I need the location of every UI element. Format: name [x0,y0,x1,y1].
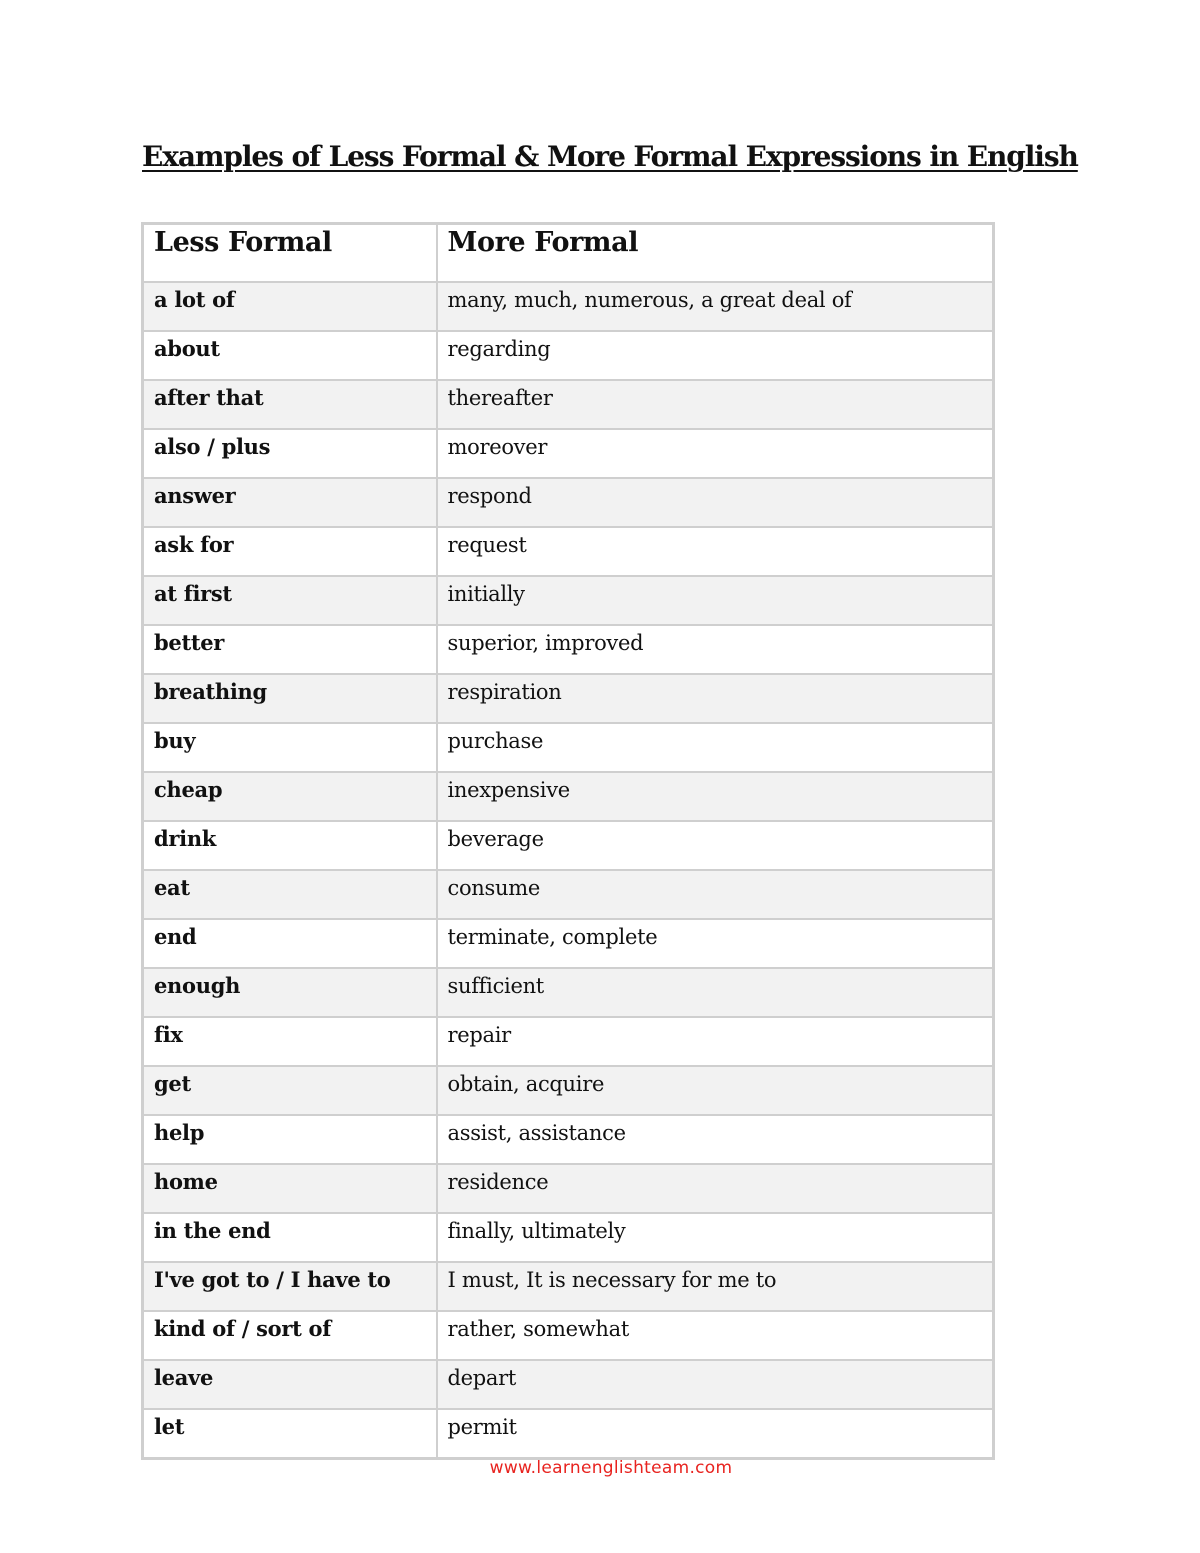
more-formal-cell: I must, It is necessary for me to [437,1262,994,1311]
less-formal-cell: at first [143,576,437,625]
less-formal-cell: answer [143,478,437,527]
table-row [143,1066,994,1115]
more-formal-cell: respiration [437,674,994,723]
header-less-formal: Less Formal [143,224,437,283]
more-formal-cell: rather, somewhat [437,1311,994,1360]
less-formal-cell: I've got to / I have to [143,1262,437,1311]
less-formal-cell: get [143,1066,437,1115]
more-formal-cell: consume [437,870,994,919]
more-formal-cell: request [437,527,994,576]
table-row [143,1164,994,1213]
table-row [143,1213,994,1262]
less-formal-cell: end [143,919,437,968]
less-formal-cell: better [143,625,437,674]
table-row [143,919,994,968]
table-row [143,968,994,1017]
table-row [143,1115,994,1164]
more-formal-cell: assist, assistance [437,1115,994,1164]
less-formal-cell: a lot of [143,282,437,331]
table-row [143,625,994,674]
page-title: Examples of Less Formal & More Formal Expressions in English [142,140,1078,173]
less-formal-cell: help [143,1115,437,1164]
expressions-table-container [141,222,992,1460]
table-row [143,1311,994,1360]
less-formal-cell: kind of / sort of [143,1311,437,1360]
table-row [143,821,994,870]
table-row [143,674,994,723]
less-formal-cell: home [143,1164,437,1213]
less-formal-cell: ask for [143,527,437,576]
footer-website-link[interactable]: www.learnenglishteam.com [489,1458,733,1478]
table-row [143,429,994,478]
more-formal-cell: residence [437,1164,994,1213]
more-formal-cell: sufficient [437,968,994,1017]
more-formal-cell: superior, improved [437,625,994,674]
table-row [143,527,994,576]
less-formal-cell: fix [143,1017,437,1066]
less-formal-cell: eat [143,870,437,919]
more-formal-cell: thereafter [437,380,994,429]
more-formal-cell: repair [437,1017,994,1066]
table-body [143,282,994,1459]
more-formal-cell: finally, ultimately [437,1213,994,1262]
more-formal-cell: regarding [437,331,994,380]
more-formal-cell: inexpensive [437,772,994,821]
less-formal-cell: breathing [143,674,437,723]
more-formal-cell: obtain, acquire [437,1066,994,1115]
table-row [143,380,994,429]
table-row [143,870,994,919]
less-formal-cell: enough [143,968,437,1017]
table-header-row [143,224,994,283]
header-more-formal: More Formal [437,224,994,283]
table-row [143,282,994,331]
table-row [143,478,994,527]
less-formal-cell: cheap [143,772,437,821]
table-row [143,1017,994,1066]
less-formal-cell: in the end [143,1213,437,1262]
more-formal-cell: respond [437,478,994,527]
table-row [143,1360,994,1409]
more-formal-cell: purchase [437,723,994,772]
more-formal-cell: permit [437,1409,994,1459]
table-row [143,576,994,625]
table-row [143,1409,994,1459]
less-formal-cell: buy [143,723,437,772]
more-formal-cell: terminate, complete [437,919,994,968]
table-row [143,723,994,772]
less-formal-cell: leave [143,1360,437,1409]
table-row [143,1262,994,1311]
table-row [143,331,994,380]
less-formal-cell: drink [143,821,437,870]
more-formal-cell: moreover [437,429,994,478]
less-formal-cell: about [143,331,437,380]
more-formal-cell: depart [437,1360,994,1409]
more-formal-cell: many, much, numerous, a great deal of [437,282,994,331]
more-formal-cell: initially [437,576,994,625]
less-formal-cell: after that [143,380,437,429]
less-formal-cell: let [143,1409,437,1459]
less-formal-cell: also / plus [143,429,437,478]
more-formal-cell: beverage [437,821,994,870]
expressions-table [141,222,995,1460]
table-row [143,772,994,821]
